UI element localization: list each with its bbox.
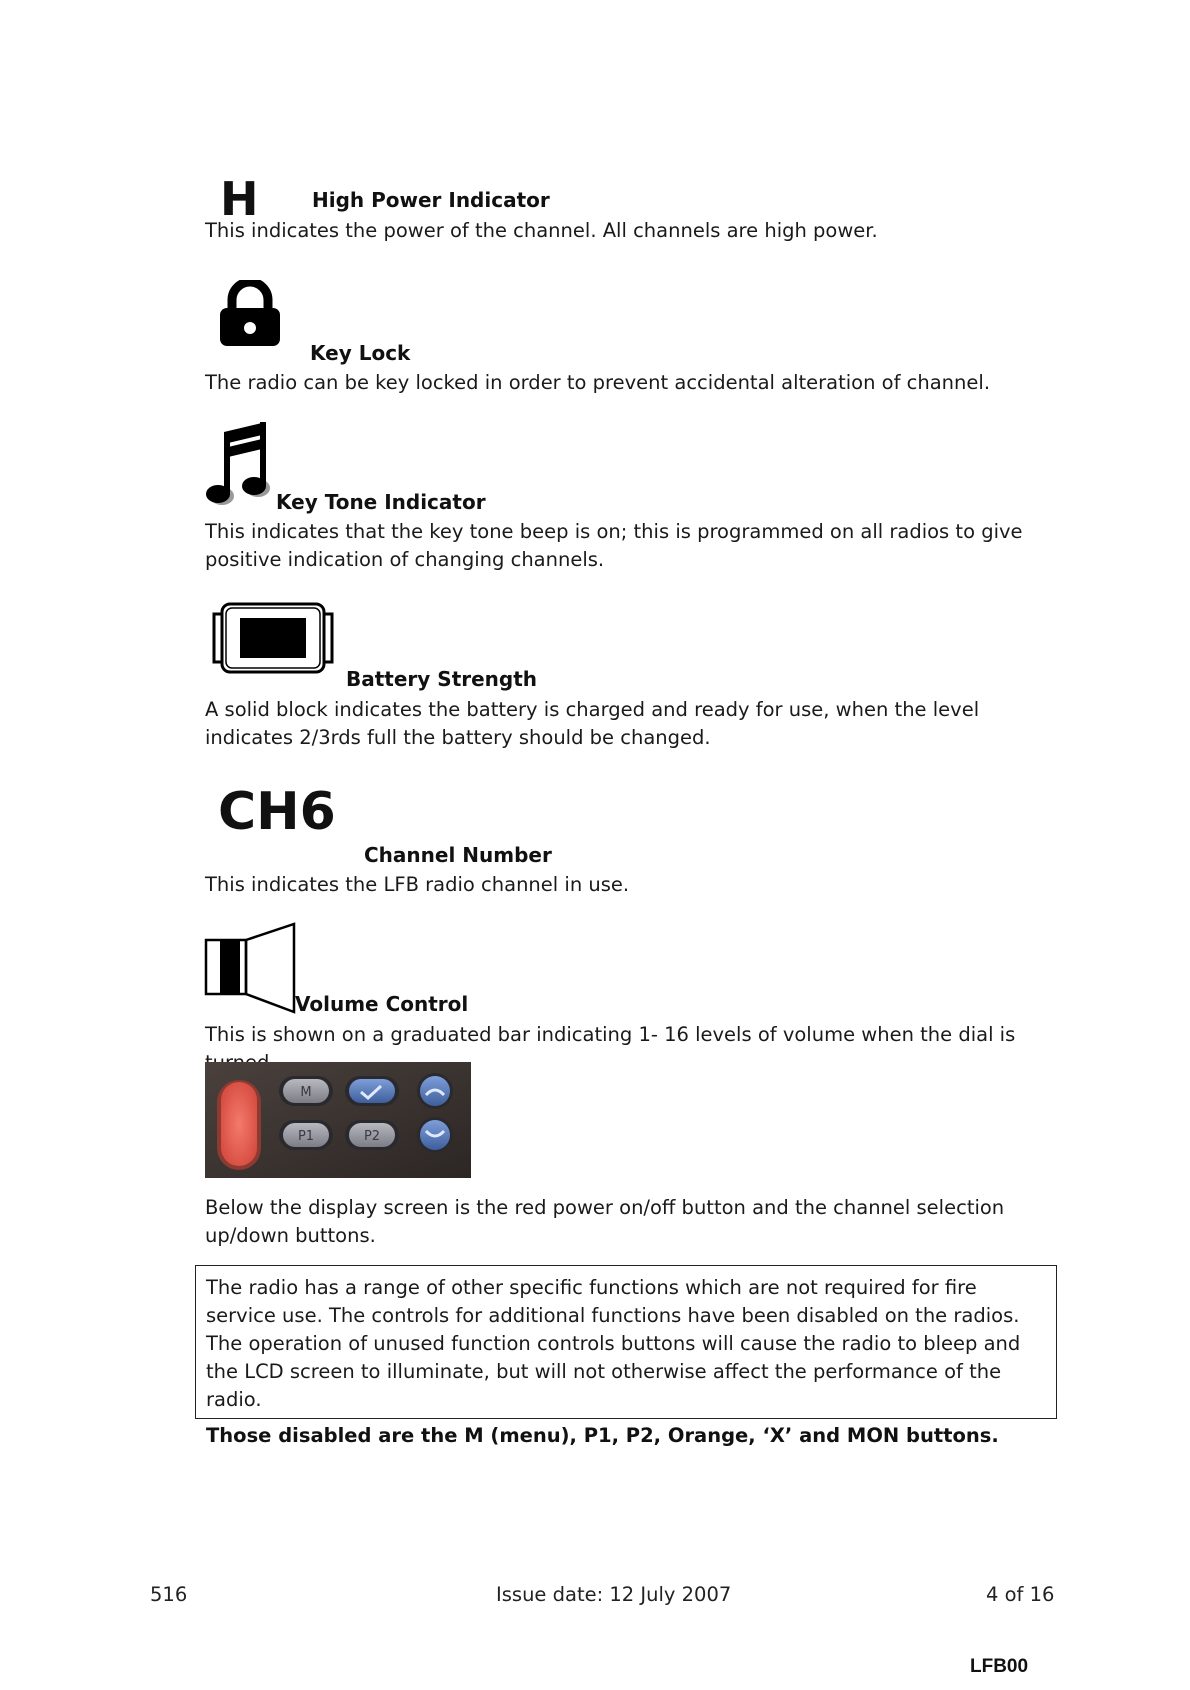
battery-icon [212,600,336,680]
below-display-text: Below the display screen is the red power on/off button and the channel selection up/down buttons. [205,1196,1005,1247]
keypad-photo [205,1062,471,1178]
section-heading-key-lock: Key Lock [310,341,411,365]
section-text-battery: A solid block indicates the battery is charged and ready for use, when the level indicates 2/3rds full the battery should be changed. [205,698,980,749]
padlock-icon [218,280,282,348]
footer-doc-id: LFB00 [970,1656,1029,1677]
high-power-icon: H [220,172,259,226]
section-heading-channel-number: Channel Number [364,843,552,867]
channel-number-icon: CH6 [218,782,336,842]
section-heading-high-power: High Power Indicator [312,188,550,212]
note-bold-text: Those disabled are the M (menu), P1, P2, Orange, ‘X’ and MON buttons. [206,1424,999,1447]
note-box [195,1265,1057,1447]
section-text-volume: This is shown on a graduated bar indicating 1- 16 levels of volume when the dial is [205,1023,1016,1046]
footer-issue-date: Issue date: 12 July 2007 [496,1583,732,1606]
keypad-button-m: M [300,1085,312,1100]
note-text: The radio has a range of other specific functions which are not required for fire service use. The controls for additional functions have been disabled on the radios. The operation of unused function controls buttons will cause the radio to bleep and the LCD screen to illuminate, but will not otherwise affect the performance of the radio. [206,1276,1021,1411]
section-heading-volume: Volume Control [295,992,469,1016]
section-heading-key-tone: Key Tone Indicator [276,490,486,514]
section-text-channel-number: This indicates the LFB radio channel in use. [205,873,630,896]
section-text-key-tone: This indicates that the key tone beep is on; this is programmed on all radios to give positive indication of changing channels. [205,520,1023,571]
section-heading-battery: Battery Strength [346,667,538,691]
section-text-key-lock: The radio can be key locked in order to prevent accidental alteration of channel. [205,371,991,394]
footer-page-code: 516 [150,1583,188,1606]
keypad-button-p2: P2 [363,1129,381,1144]
speaker-icon [204,922,300,1014]
keypad-button-p1: P1 [297,1129,315,1144]
music-note-icon [204,418,274,510]
footer-page-number: 4 of 16 [986,1583,1055,1606]
section-text-high-power: This indicates the power of the channel. All channels are high power. [205,219,878,242]
